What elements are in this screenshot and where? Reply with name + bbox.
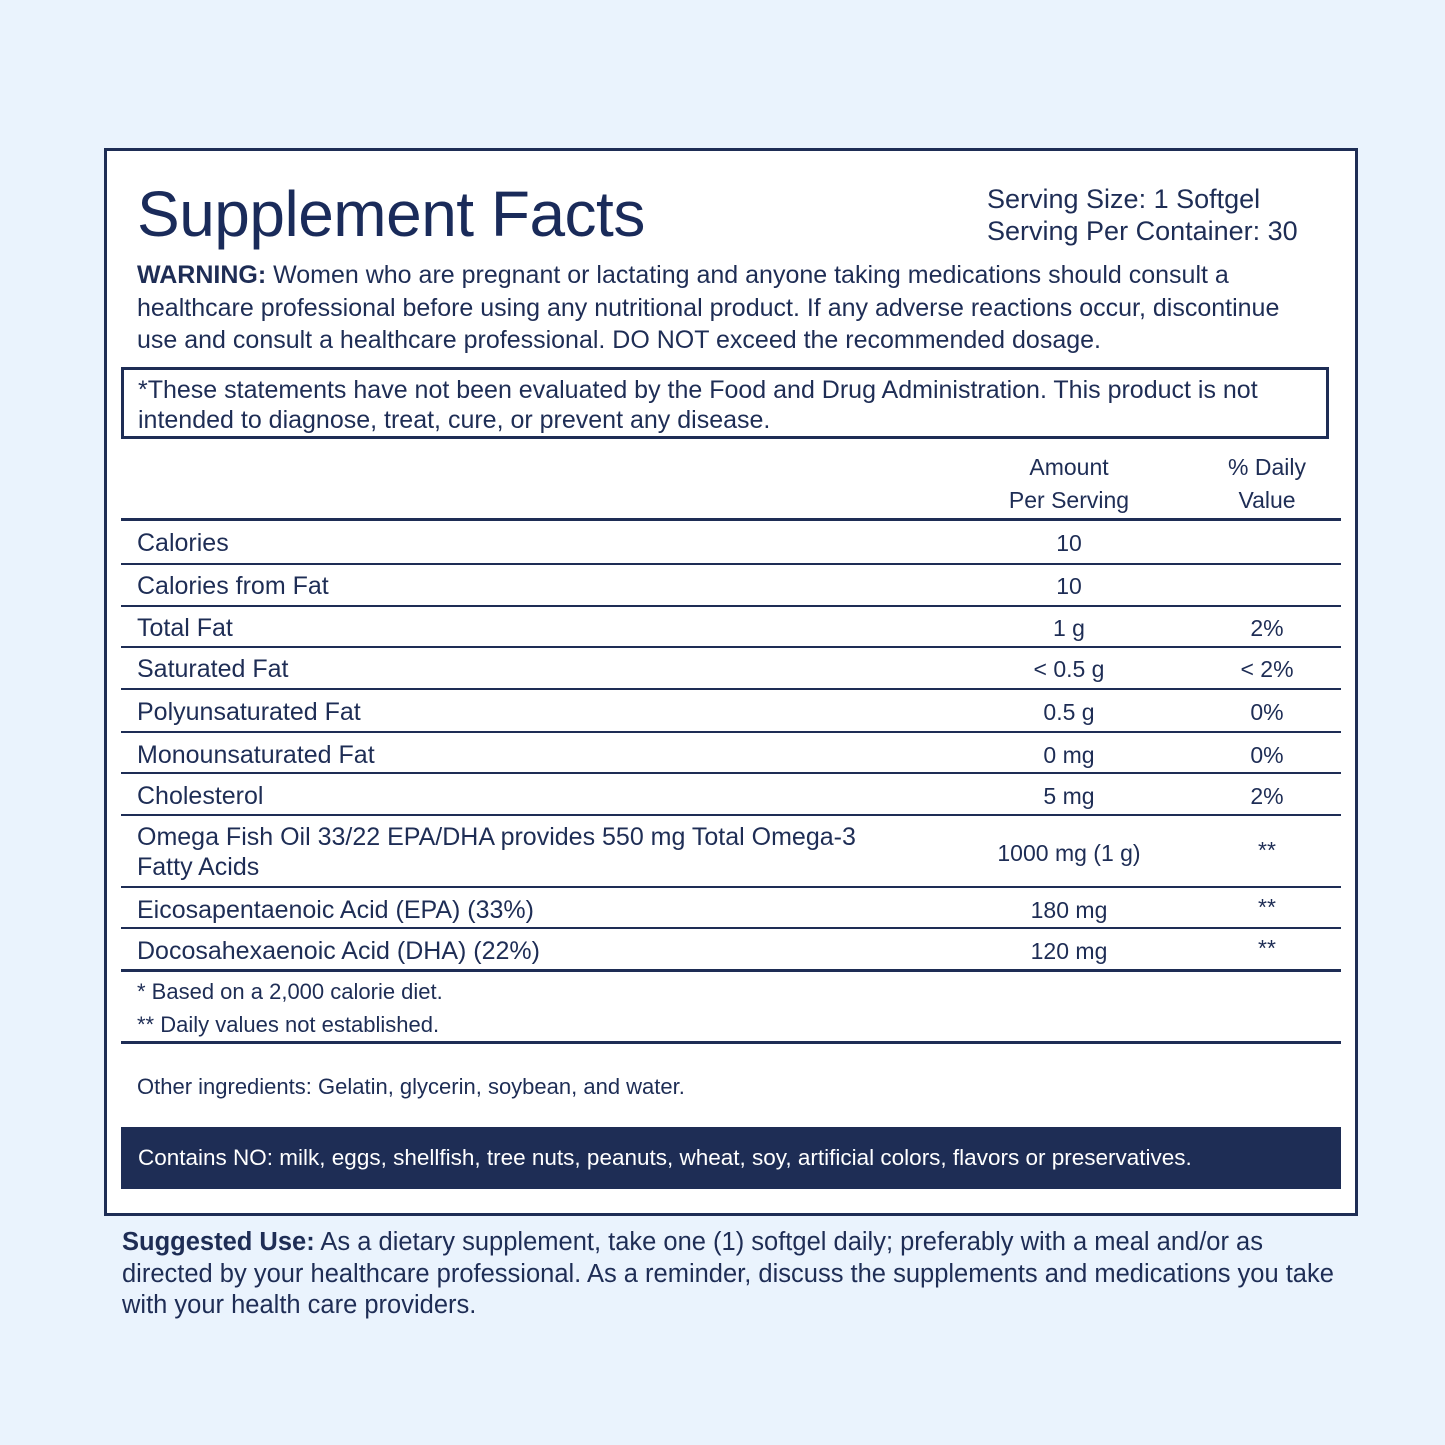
warning-body: Women who are pregnant or lactating and anyone taking medications should consult a healthcare professional before using any nutritional product. If any adverse reactions occur, discontinue use and consult a healthcare professional. DO NOT exceed the recommended dosage. bbox=[137, 261, 1280, 354]
suggested-use-label: Suggested Use: bbox=[122, 1228, 315, 1256]
fda-disclaimer-box bbox=[121, 367, 1329, 439]
page-title: Supplement Facts bbox=[137, 178, 645, 250]
nutrient-daily-value: < 2% bbox=[1240, 656, 1294, 682]
row-divider bbox=[121, 772, 1341, 774]
table-bottom-divider bbox=[121, 969, 1341, 972]
nutrient-name: Calories bbox=[137, 529, 229, 557]
row-divider bbox=[121, 646, 1341, 648]
amount-column-header bbox=[969, 451, 1169, 517]
nutrient-name: Total Fat bbox=[137, 614, 233, 642]
nutrient-amount: < 0.5 g bbox=[1033, 656, 1105, 682]
nutrient-amount: 1000 mg (1 g) bbox=[997, 840, 1141, 866]
fda-disclaimer-text: *These statements have not been evaluated by the Food and Drug Administration. This product is not intended to diagnose, treat, cure, or prevent any disease. bbox=[138, 376, 1258, 434]
nutrient-amount: 0.5 g bbox=[1043, 699, 1095, 725]
nutrient-amount: 5 mg bbox=[1043, 783, 1095, 809]
nutrient-daily-value: ** bbox=[1258, 894, 1276, 920]
nutrient-amount: 180 mg bbox=[1030, 897, 1108, 923]
nutrient-daily-value: 0% bbox=[1250, 699, 1284, 725]
warning-label: WARNING: bbox=[137, 261, 267, 289]
allergen-text: Contains NO: milk, eggs, shellfish, tree nuts, peanuts, wheat, soy, artificial colors, flavors or preservatives. bbox=[138, 1145, 1192, 1170]
serving-size: Serving Size: 1 Softgel bbox=[987, 184, 1261, 214]
nutrient-name: Cholesterol bbox=[137, 782, 264, 810]
nutrient-amount: 0 mg bbox=[1043, 742, 1095, 768]
nutrient-amount: 10 bbox=[1056, 530, 1082, 556]
servings-per-container: Serving Per Container: 30 bbox=[987, 216, 1298, 246]
nutrient-name: Eicosapentaenoic Acid (EPA) (33%) bbox=[137, 896, 534, 924]
suggested-use bbox=[122, 1227, 1352, 1322]
row-divider bbox=[121, 605, 1341, 607]
nutrient-name: Omega Fish Oil 33/22 EPA/DHA provides 550 mg Total Omega-3 bbox=[137, 823, 856, 851]
nutrient-daily-value: 0% bbox=[1250, 742, 1284, 768]
nutrient-name: Calories from Fat bbox=[137, 572, 329, 600]
nutrient-amount: 10 bbox=[1056, 573, 1082, 599]
dv-header-line2: Value bbox=[1238, 487, 1296, 513]
warning-text bbox=[137, 259, 1317, 357]
amount-header-line2: Per Serving bbox=[1008, 487, 1130, 513]
other-ingredients: Other ingredients: Gelatin, glycerin, soybean, and water. bbox=[137, 1074, 685, 1099]
row-divider bbox=[121, 563, 1341, 565]
nutrient-daily-value: 2% bbox=[1250, 783, 1284, 809]
serving-info bbox=[987, 183, 1298, 247]
nutrient-name: Monounsaturated Fat bbox=[137, 741, 375, 769]
footnote-divider bbox=[121, 1041, 1341, 1044]
amount-header-line1: Amount bbox=[1029, 454, 1109, 480]
nutrient-daily-value: ** bbox=[1258, 837, 1276, 863]
footnote-not-established: ** Daily values not established. bbox=[137, 1012, 440, 1037]
row-divider bbox=[121, 814, 1341, 816]
nutrient-name: Polyunsaturated Fat bbox=[137, 698, 361, 726]
row-divider bbox=[121, 886, 1341, 888]
row-divider bbox=[121, 927, 1341, 929]
nutrient-name: Docosahexaenoic Acid (DHA) (22%) bbox=[137, 937, 540, 965]
allergen-banner bbox=[121, 1127, 1341, 1189]
dv-header-line1: % Daily bbox=[1228, 454, 1306, 480]
nutrient-daily-value: ** bbox=[1258, 935, 1276, 961]
supplement-facts-panel bbox=[104, 148, 1358, 1216]
row-divider bbox=[121, 731, 1341, 733]
daily-value-column-header bbox=[1187, 451, 1347, 517]
suggested-use-text: As a dietary supplement, take one (1) softgel daily; preferably with a meal and/or as directed by your healthcare professional. As a reminder, discuss the supplements and medications you take with your health care providers. bbox=[122, 1228, 1334, 1319]
nutrient-amount: 120 mg bbox=[1030, 938, 1108, 964]
nutrient-name-line2: Fatty Acids bbox=[137, 853, 260, 881]
nutrient-name: Saturated Fat bbox=[137, 655, 289, 683]
footnote-calorie-diet: * Based on a 2,000 calorie diet. bbox=[137, 979, 443, 1004]
row-divider bbox=[121, 688, 1341, 690]
nutrient-daily-value: 2% bbox=[1250, 615, 1284, 641]
table-header-divider bbox=[121, 518, 1341, 521]
nutrient-amount: 1 g bbox=[1053, 615, 1085, 641]
